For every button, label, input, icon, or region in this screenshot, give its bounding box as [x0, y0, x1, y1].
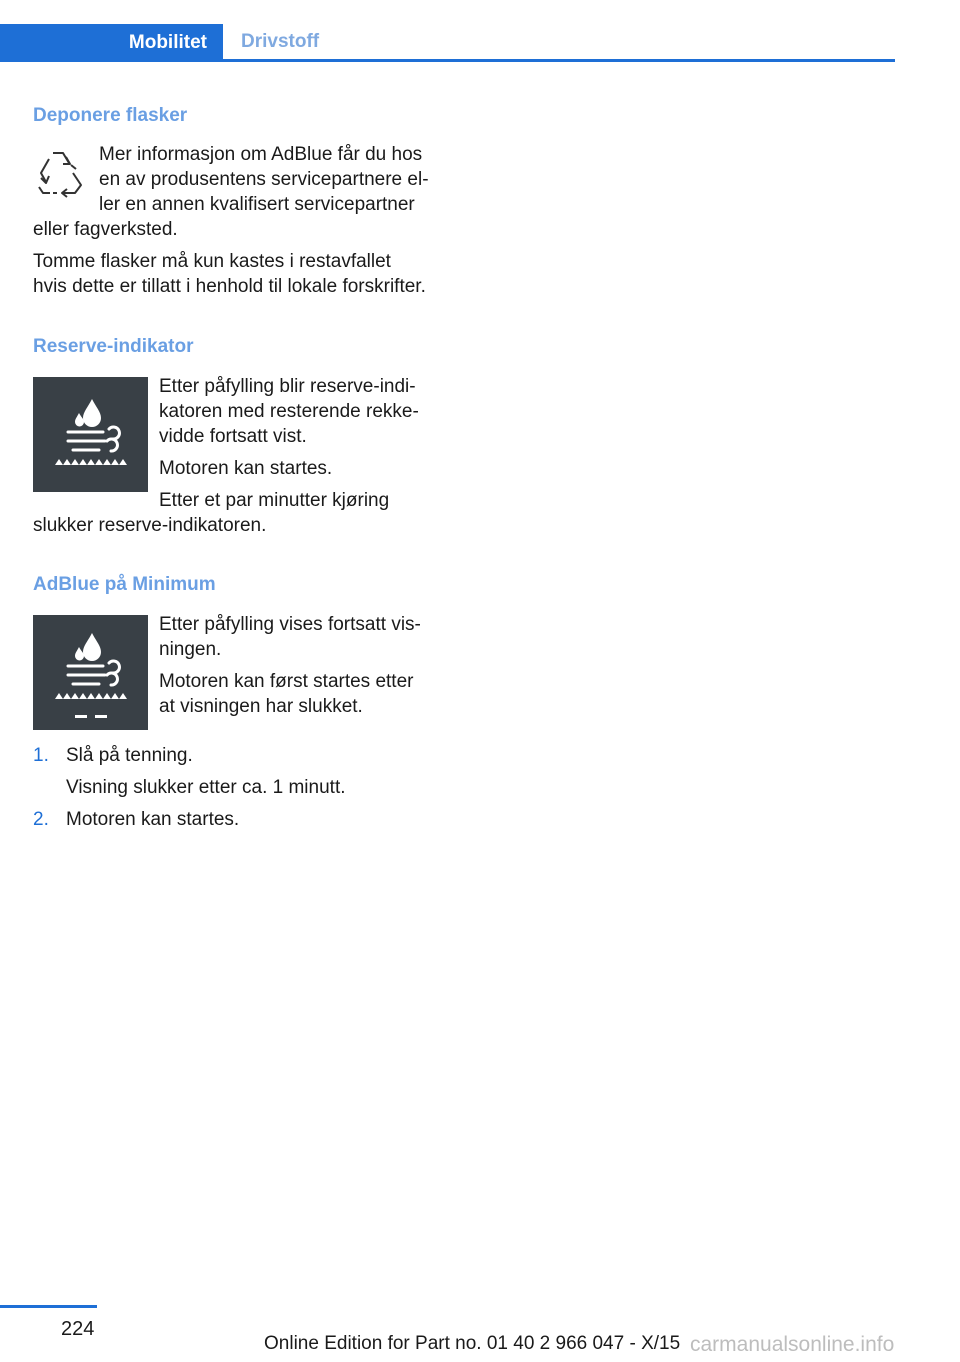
- reserve-p2: Motoren kan startes.: [159, 458, 333, 479]
- reserve-p1-line-2: katoren med resterende rekke‐: [159, 401, 419, 422]
- deponere-line-1: Mer informasjon om AdBlue får du hos: [99, 144, 423, 165]
- footer-rule: [0, 1305, 97, 1308]
- heading-reserve-indikator: Reserve-indikator: [33, 336, 194, 357]
- deponere-line-4: eller fagverksted.: [33, 219, 178, 240]
- minimum-p1-line-1: Etter påfylling vises fortsatt vis‐: [159, 614, 421, 635]
- minimum-p2-line-1: Motoren kan først startes etter: [159, 671, 414, 692]
- deponere-line-2: en av produsentens servicepartnere el‐: [99, 169, 429, 190]
- deponere-para2-line-1: Tomme flasker må kun kastes i restavfallet: [33, 251, 391, 272]
- reserve-p1-line-3: vidde fortsatt vist.: [159, 426, 307, 447]
- tab-drivstoff[interactable]: Drivstoff: [241, 30, 320, 52]
- recycle-icon: [33, 145, 89, 201]
- chapter-tab-bar: [0, 24, 895, 62]
- adblue-reserve-icon: [33, 377, 148, 492]
- minimum-p2-line-2: at visningen har slukket.: [159, 696, 363, 717]
- reserve-p3-line-1: Etter et par minutter kjøring: [159, 490, 390, 511]
- step-2-text: Motoren kan startes.: [66, 809, 240, 830]
- deponere-line-3: ler en annen kvalifisert servicepartner: [99, 194, 415, 215]
- adblue-minimum-icon: [33, 615, 148, 730]
- tab-mobilitet[interactable]: Mobilitet: [0, 24, 223, 62]
- reserve-p3-line-2: slukker reserve-indikatoren.: [33, 515, 267, 536]
- step-1-sub: Visning slukker etter ca. 1 minutt.: [66, 777, 346, 798]
- watermark: carmanualsonline.info: [690, 1333, 895, 1356]
- edition-text: Online Edition for Part no. 01 40 2 966 047 - X/15: [264, 1333, 681, 1354]
- heading-adblue-minimum: AdBlue på Minimum: [33, 574, 216, 595]
- step-1-text: Slå på tenning.: [66, 745, 193, 766]
- step-2-number: 2.: [33, 809, 49, 830]
- reserve-p1-line-1: Etter påfylling blir reserve-indi‐: [159, 376, 416, 397]
- header-rule: [0, 59, 895, 62]
- page-number: 224: [61, 1318, 95, 1340]
- heading-deponere-flasker: Deponere flasker: [33, 105, 188, 126]
- step-1-number: 1.: [33, 745, 49, 766]
- minimum-p1-line-2: ningen.: [159, 639, 222, 660]
- deponere-para2-line-2: hvis dette er tillatt i henhold til lokale forskrifter.: [33, 276, 426, 297]
